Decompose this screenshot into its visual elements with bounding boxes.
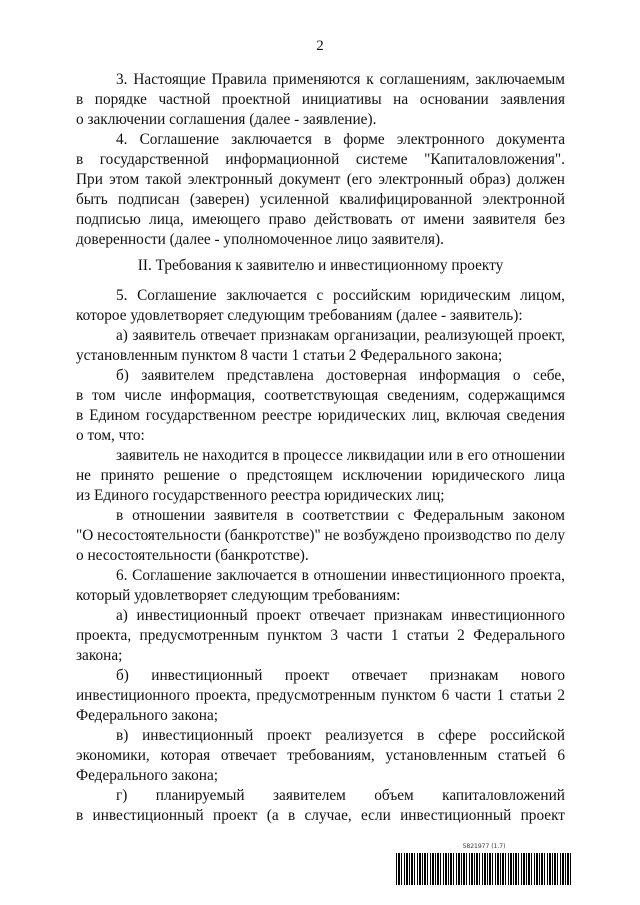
paragraph-line: 4. Соглашение заключается в форме электронного документа: [116, 131, 565, 148]
paragraph-line: который удовлетворяет следующим требованиям:: [76, 587, 401, 604]
paragraph-line: 3. Настоящие Правила применяются к соглашениям, заключаемым: [116, 71, 565, 88]
paragraph-line: в государственной информационной системе "Капиталовложения".: [76, 151, 565, 168]
paragraph-line: которое удовлетворяет следующим требованиям (далее - заявитель):: [76, 307, 523, 324]
paragraph-line: Федерального закона;: [76, 767, 218, 784]
paragraph-line: г) планируемый заявителем объем капиталовложений: [116, 787, 565, 804]
paragraph-line: проекта, предусмотренным пунктом 3 части 1 статьи 2 Федерального: [76, 627, 565, 644]
paragraph-line: Федерального закона;: [76, 707, 218, 724]
paragraph-line: При этом такой электронный документ (его электронный образ) должен: [76, 171, 565, 188]
paragraph-line: о том, что:: [76, 427, 145, 444]
paragraph-line: подписью лица, имеющего право действовать от имени заявителя без: [76, 211, 565, 228]
paragraph-line: доверенности (далее - уполномоченное лицо заявителя).: [76, 231, 444, 248]
paragraph-line: в Едином государственном реестре юридических лиц, включая сведения: [76, 407, 565, 424]
paragraph-line: "О несостоятельности (банкротстве)" не возбуждено производство по делу: [76, 527, 566, 544]
paragraph-line: а) заявитель отвечает признакам организации, реализующей проект,: [116, 327, 565, 344]
page-number: 2: [316, 38, 324, 54]
paragraph-line: экономики, которая отвечает требованиям, установленным статьей 6: [76, 747, 565, 764]
paragraph-line: б) инвестиционный проект отвечает признакам нового: [116, 667, 565, 684]
paragraph-line: в отношении заявителя в соответствии с Федеральным законом: [116, 507, 565, 524]
paragraph-line: из Единого государственного реестра юридических лиц;: [76, 487, 445, 504]
barcode-label: 5821977 (1.7): [462, 843, 506, 850]
paragraph-line: установленным пунктом 8 части 1 статьи 2 Федерального закона;: [76, 347, 503, 364]
paragraph-line: заявитель не находится в процессе ликвидации или в его отношении: [116, 447, 565, 464]
section-heading: II. Требования к заявителю и инвестиционному проекту: [137, 257, 504, 274]
paragraph-line: 5. Соглашение заключается с российским юридическим лицом,: [116, 287, 565, 304]
paragraph-line: б) заявителем представлена достоверная информация о себе,: [116, 367, 565, 384]
paragraph-line: о заключении соглашения (далее - заявление).: [76, 111, 377, 128]
barcode-image: [396, 853, 572, 885]
paragraph-line: о несостоятельности (банкротстве).: [76, 547, 309, 564]
paragraph-line: 6. Соглашение заключается в отношении инвестиционного проекта,: [116, 567, 565, 584]
paragraph-line: в) инвестиционный проект реализуется в сфере российской: [116, 727, 565, 744]
paragraph-line: в том числе информация, соответствующая сведениям, содержащимся: [76, 387, 565, 404]
paragraph-line: закона;: [76, 647, 123, 664]
paragraph-line: а) инвестиционный проект отвечает признакам инвестиционного: [116, 607, 565, 624]
barcode: [396, 843, 572, 887]
paragraph-line: в инвестиционный проект (а в случае, если инвестиционный проект: [76, 807, 565, 824]
paragraph-line: инвестиционного проекта, предусмотренным пунктом 6 части 1 статьи 2: [76, 687, 565, 704]
paragraph-line: не принято решение о предстоящем исключении юридического лица: [76, 467, 565, 484]
paragraph-line: быть подписан (заверен) усиленной квалифицированной электронной: [76, 191, 565, 208]
paragraph-line: в порядке частной проектной инициативы на основании заявления: [76, 91, 565, 108]
